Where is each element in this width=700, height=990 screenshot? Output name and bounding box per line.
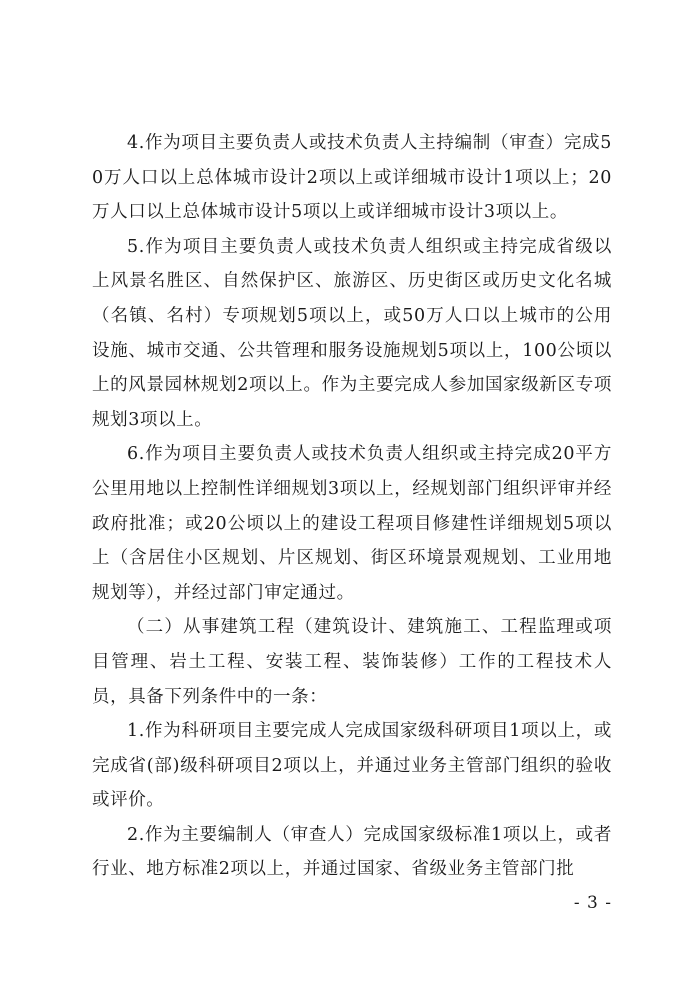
page-number: - 3 - (573, 893, 612, 913)
paragraph-item-5: 5.作为项目主要负责人或技术负责人组织或主持完成省级以上风景名胜区、自然保护区、旅游区、历史街区或历史文化名城（名镇、名村）专项规划5项以上，或50万人口以上城市的公用设施、城市交通、公共管理和服务设施规划5项以上，100公顷以上的风景园林规划2项以上。作为主要完成人参加国家级新区专项规划3项以上。 (92, 236, 612, 430)
paragraph-item-2: 2.作为主要编制人（审查人）完成国家级标准1项以上，或者行业、地方标准2项以上，并通过国家、省级业务主管部门批 (92, 824, 612, 880)
section-heading-2: （二）从事建筑工程（建筑设计、建筑施工、工程监理或项目管理、岩土工程、安装工程、装饰装修）工作的工程技术人员，具备下列条件中的一条： (92, 617, 612, 707)
document-body (92, 126, 612, 887)
paragraph-item-1: 1.作为科研项目主要完成人完成国家级科研项目1项以上，或完成省(部)级科研项目2项以上，并通过业务主管部门组织的验收或评价。 (92, 721, 612, 811)
paragraph-item-4: 4.作为项目主要负责人或技术负责人主持编制（审查）完成50万人口以上总体城市设计2项以上或详细城市设计1项以上；20万人口以上总体城市设计5项以上或详细城市设计3项以上。 (92, 133, 612, 223)
paragraph-item-6: 6.作为项目主要负责人或技术负责人组织或主持完成20平方公里用地以上控制性详细规划3项以上，经规划部门组织评审并经政府批准；或20公顷以上的建设工程项目修建性详细规划5项以上（含居住小区规划、片区规划、街区环境景观规划、工业用地规划等），并经过部门审定通过。 (92, 444, 612, 603)
